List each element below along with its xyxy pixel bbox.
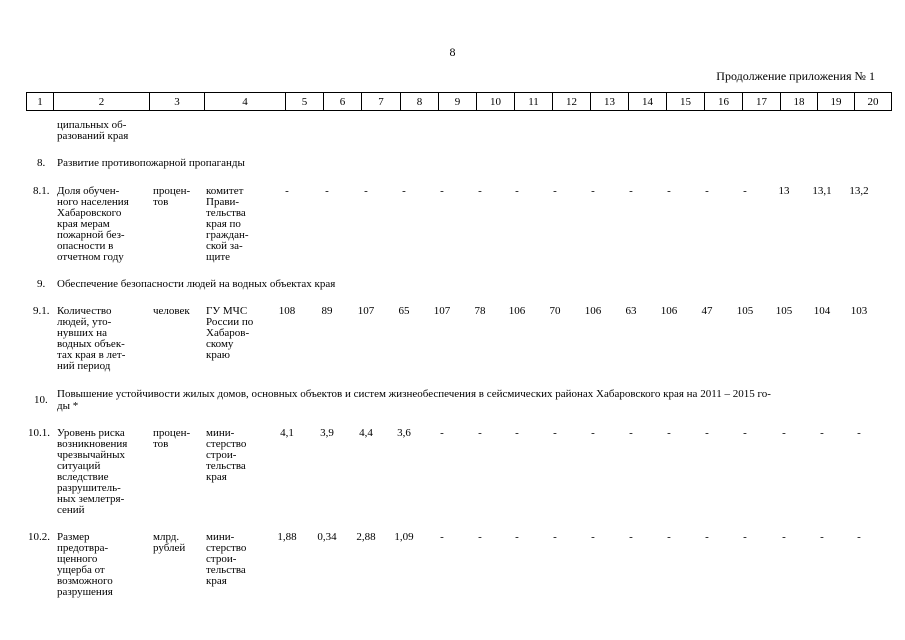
unit-of-measure: человек [153, 305, 190, 317]
column-header-table [26, 92, 892, 111]
indicator-name: Уровень риска возникновения чрезвычайных ситуаций вследствие разрушитель- ных землетря- сений [57, 427, 128, 516]
responsible-body: ГУ МЧС России по Хабаров- скому краю [206, 305, 254, 361]
column-header-15: 15 [667, 93, 705, 111]
column-header-10: 10 [477, 93, 515, 111]
indicator-name: Доля обучен- ного населения Хабаровского края мерам пожарной без- опасности в отчетном году [57, 185, 129, 263]
value-cell: 104 [813, 305, 831, 317]
value-cell: - [553, 185, 557, 197]
column-header-9: 9 [439, 93, 477, 111]
value-cell: - [515, 185, 519, 197]
value-cell: 103 [850, 305, 868, 317]
value-cell: - [857, 531, 861, 543]
row-number: 10.1. [28, 427, 50, 439]
value-cell: 4,1 [280, 427, 294, 439]
value-cell: 106 [660, 305, 678, 317]
row-number: 9.1. [33, 305, 50, 317]
value-cell: - [478, 531, 482, 543]
value-cell: 2,88 [356, 531, 376, 543]
value-cell: 70 [549, 305, 561, 317]
page-number: 8 [449, 45, 456, 59]
value-cell: 1,88 [277, 531, 297, 543]
responsible-body: мини- стерство строи- тельства края [206, 427, 247, 483]
row-number: 10.2. [28, 531, 50, 543]
column-header-12: 12 [553, 93, 591, 111]
column-header-6: 6 [324, 93, 362, 111]
carryover-text: ципальных об- разований края [57, 119, 129, 142]
section-number: 8. [37, 157, 46, 169]
value-cell: - [515, 531, 519, 543]
value-cell: - [591, 427, 595, 439]
value-cell: 0,34 [317, 531, 337, 543]
value-cell: - [591, 531, 595, 543]
value-cell: 105 [775, 305, 793, 317]
section-number: 9. [37, 278, 46, 290]
value-cell: - [667, 185, 671, 197]
section-title: Развитие противопожарной пропаганды [57, 157, 245, 169]
value-cell: - [743, 427, 747, 439]
value-cell: 106 [508, 305, 526, 317]
value-cell: - [440, 427, 444, 439]
value-cell: - [285, 185, 289, 197]
value-cell: - [478, 427, 482, 439]
continuation-label: Продолжение приложения № 1 [716, 69, 875, 83]
value-cell: 13 [778, 185, 790, 197]
value-cell: - [440, 185, 444, 197]
unit-of-measure: процен- тов [153, 427, 191, 450]
value-cell: - [364, 185, 368, 197]
column-header-2: 2 [54, 93, 150, 111]
value-cell: - [478, 185, 482, 197]
value-cell: - [667, 427, 671, 439]
column-header-4: 4 [205, 93, 286, 111]
value-cell: - [325, 185, 329, 197]
value-cell: - [402, 185, 406, 197]
value-cell: - [743, 531, 747, 543]
column-header-7: 7 [362, 93, 401, 111]
indicator-name: Количество людей, уто- нувших на водных объек- тах края в лет- ний период [57, 305, 126, 372]
value-cell: - [629, 531, 633, 543]
value-cell: 65 [398, 305, 410, 317]
value-cell: - [705, 185, 709, 197]
value-cell: - [629, 427, 633, 439]
value-cell: - [440, 531, 444, 543]
value-cell: - [667, 531, 671, 543]
value-cell: - [820, 427, 824, 439]
column-header-19: 19 [818, 93, 855, 111]
column-header-14: 14 [629, 93, 667, 111]
value-cell: - [629, 185, 633, 197]
value-cell: 13,2 [849, 185, 869, 197]
unit-of-measure: млрд. рублей [153, 531, 186, 554]
value-cell: 89 [321, 305, 333, 317]
value-cell: 3,6 [397, 427, 411, 439]
column-header-1: 1 [27, 93, 54, 111]
value-cell: 108 [278, 305, 296, 317]
value-cell: 47 [701, 305, 713, 317]
indicator-name: Размер предотвра- щенного ущерба от возможного разрушения [57, 531, 113, 598]
value-cell: 78 [474, 305, 486, 317]
column-header-5: 5 [286, 93, 324, 111]
column-header-20: 20 [855, 93, 892, 111]
value-cell: 107 [433, 305, 451, 317]
section-title: Обеспечение безопасности людей на водных объектах края [57, 278, 336, 290]
value-cell: - [705, 531, 709, 543]
unit-of-measure: процен- тов [153, 185, 191, 208]
section-number: 10. [34, 394, 48, 406]
value-cell: 107 [357, 305, 375, 317]
value-cell: - [705, 427, 709, 439]
value-cell: - [820, 531, 824, 543]
value-cell: - [515, 427, 519, 439]
value-cell: 3,9 [320, 427, 334, 439]
column-header-18: 18 [781, 93, 818, 111]
section-title: Повышение устойчивости жилых домов, основных объектов и систем жизнеобеспечения в сейсмических районах Хабаровского края на 2011 – 2015 го- ды * [57, 388, 771, 412]
value-cell: 63 [625, 305, 637, 317]
column-header-17: 17 [743, 93, 781, 111]
value-cell: 1,09 [394, 531, 414, 543]
column-header-8: 8 [401, 93, 439, 111]
value-cell: - [553, 531, 557, 543]
row-number: 8.1. [33, 185, 50, 197]
value-cell: 4,4 [359, 427, 373, 439]
column-header-16: 16 [705, 93, 743, 111]
value-cell: - [782, 427, 786, 439]
value-cell: - [591, 185, 595, 197]
column-header-13: 13 [591, 93, 629, 111]
column-header-3: 3 [150, 93, 205, 111]
value-cell: 13,1 [812, 185, 832, 197]
value-cell: - [553, 427, 557, 439]
value-cell: 106 [584, 305, 602, 317]
value-cell: - [782, 531, 786, 543]
value-cell: - [857, 427, 861, 439]
value-cell: - [743, 185, 747, 197]
responsible-body: комитет Прави- тельства края по граждан- ской за- щите [206, 185, 249, 263]
value-cell: 105 [736, 305, 754, 317]
column-header-11: 11 [515, 93, 553, 111]
responsible-body: мини- стерство строи- тельства края [206, 531, 247, 587]
